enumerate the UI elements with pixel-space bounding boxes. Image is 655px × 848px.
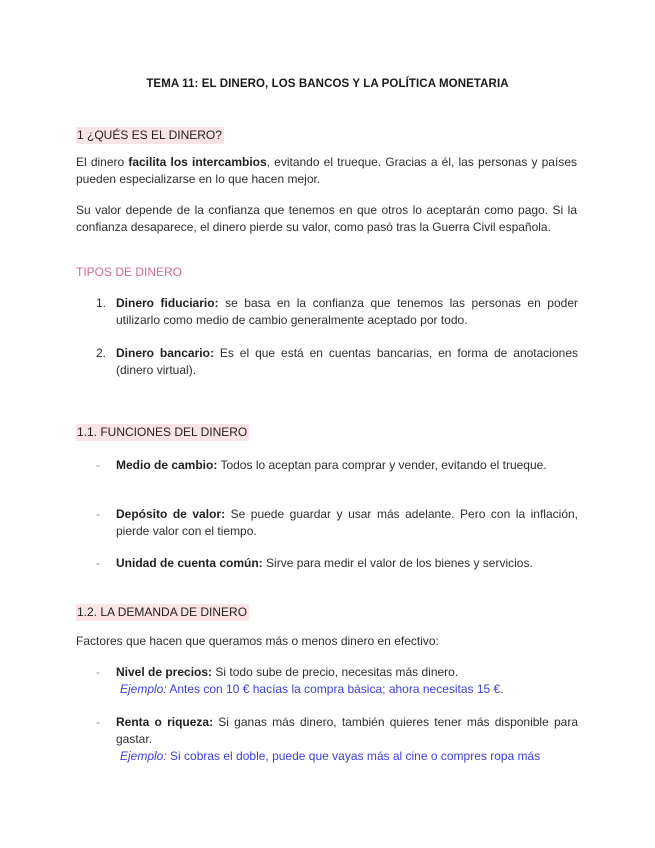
list-item-text: Se puede guardar y usar más adelante. Pero con la inflación, pierde valor con el tiempo.: [116, 507, 578, 538]
list-item-text: Si todo sube de precio, necesitas más dinero.: [212, 665, 459, 679]
list-item-medio-de-cambio: [116, 457, 578, 474]
bullet-dash: -: [96, 507, 100, 521]
list-item-term: Renta o riqueza:: [116, 715, 214, 729]
list-item-term: Dinero fiduciario:: [116, 296, 219, 310]
list-item-text: se basa en la confianza que tenemos las personas en poder utilizarlo como medio de cambio generalmente aceptado por todo.: [116, 296, 578, 327]
list-item-dinero-bancario: [116, 345, 578, 379]
bullet-dash: -: [96, 665, 100, 679]
page-title: TEMA 11: EL DINERO, LOS BANCOS Y LA POLÍTICA MONETARIA: [146, 78, 509, 90]
paragraph-intro: [76, 154, 577, 188]
list-number: 1.: [96, 296, 107, 310]
list-item-term: Nivel de precios:: [116, 665, 213, 679]
list-item-renta-o-riqueza: [116, 714, 578, 765]
section-heading-funciones: 1.1. FUNCIONES DEL DINERO: [77, 425, 248, 439]
subheading-tipos-de-dinero: TIPOS DE DINERO: [76, 265, 183, 279]
paragraph-text: El dinero: [76, 155, 129, 169]
list-item-unidad-de-cuenta: [116, 555, 578, 572]
list-item-text: Es el que está en cuentas bancarias, en forma de anotaciones (dinero virtual).: [116, 346, 578, 377]
section-heading-que-es-el-dinero: 1 ¿QUÉS ES EL DINERO?: [77, 128, 222, 142]
list-item-deposito-de-valor: [116, 506, 578, 540]
list-item-nivel-de-precios: [116, 664, 578, 698]
list-item-term: Depósito de valor:: [116, 507, 226, 521]
list-item-term: Unidad de cuenta común:: [116, 556, 263, 570]
list-item-text: Si ganas más dinero, también quieres tener más disponible para gastar.: [116, 715, 578, 746]
example-label: Ejemplo:: [120, 682, 167, 696]
list-item-text: Todos lo aceptan para comprar y vender, evitando el trueque.: [217, 458, 547, 472]
paragraph-valor: Su valor depende de la confianza que tenemos en que otros lo aceptarán como pago. Si la confianza desaparece, el dinero pierde su valor, como pasó tras la Guerra Civil española.: [76, 203, 577, 234]
bold-term: facilita los intercambios: [128, 155, 267, 169]
list-item-term: Dinero bancario:: [116, 346, 214, 360]
list-number: 2.: [96, 346, 107, 360]
example-label: Ejemplo:: [120, 749, 167, 763]
paragraph-factores: Factores que hacen que queramos más o menos dinero en efectivo:: [76, 634, 439, 648]
paragraph-text: , evitando el trueque. Gracias a él, las personas y países pueden especializarse en lo que hacen mejor.: [76, 155, 577, 186]
bullet-dash: -: [96, 715, 100, 729]
section-heading-demanda: 1.2. LA DEMANDA DE DINERO: [77, 605, 248, 619]
example-line: [116, 681, 578, 698]
example-text: Antes con 10 € hacías la compra básica; ahora necesitas 15 €.: [166, 682, 504, 696]
bullet-dash: -: [96, 556, 100, 570]
example-text: Si cobras el doble, puede que vayas más al cine o compres ropa más: [166, 749, 541, 763]
example-line: [116, 748, 578, 765]
list-item-text: Sirve para medir el valor de los bienes y servicios.: [262, 556, 533, 570]
bullet-dash: -: [96, 458, 100, 472]
list-item-dinero-fiduciario: [116, 295, 578, 329]
list-item-term: Medio de cambio:: [116, 458, 218, 472]
